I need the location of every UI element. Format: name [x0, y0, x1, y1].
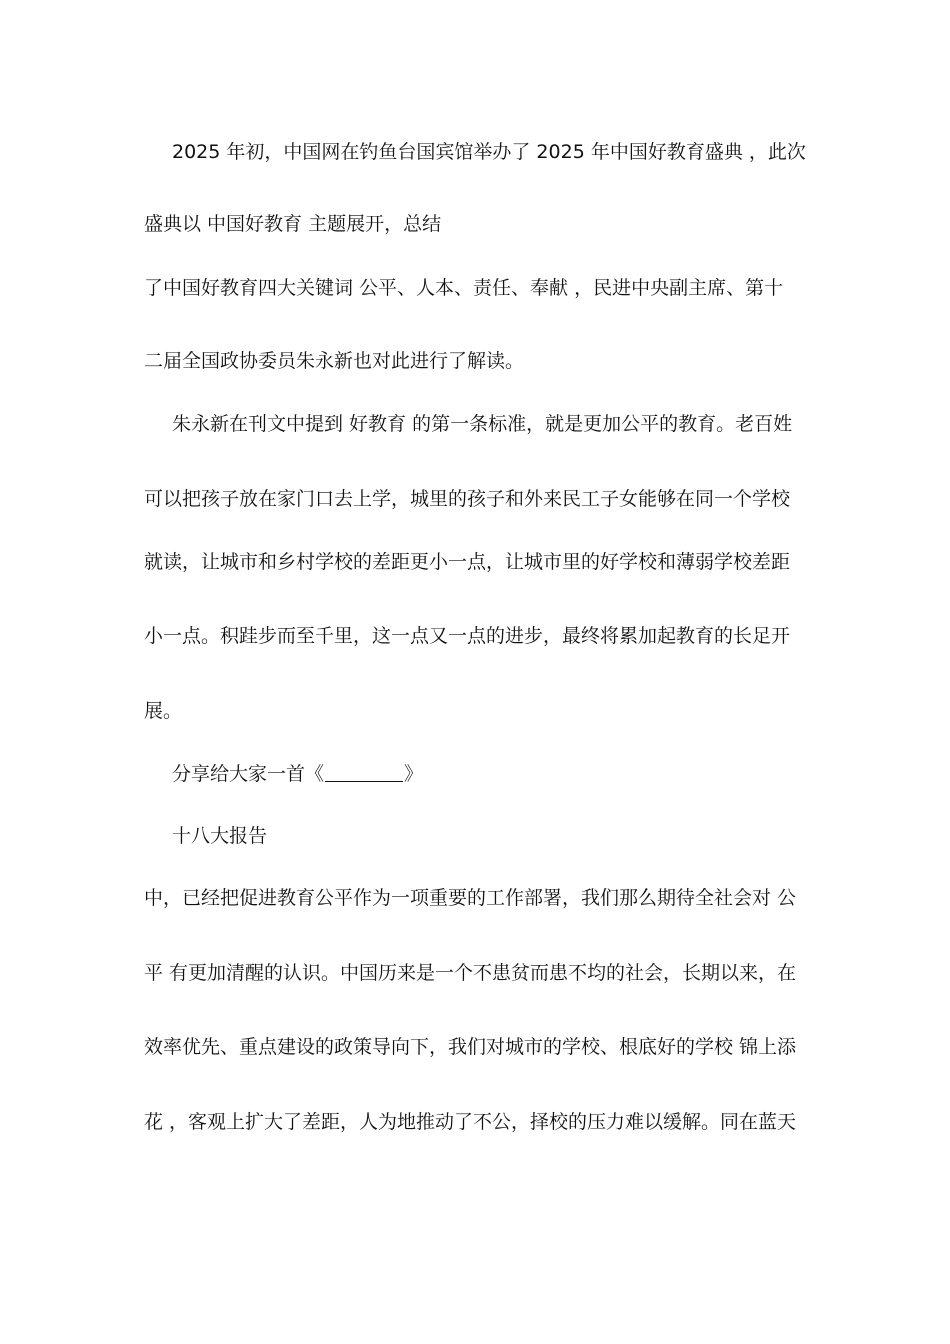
section-heading: 十八大报告: [172, 825, 268, 847]
blank-underline: [325, 763, 403, 782]
paragraph-line: 花 ，客观上扩大了差距，人为地推动了不公，择校的压力难以缓解。同在蓝天: [144, 1111, 797, 1133]
paragraph-line: 小一点。积跬步而至千里，这一点又一点的进步，最终将累加起教育的长足开: [144, 625, 791, 647]
paragraph-line: 中，已经把促进教育公平作为一项重要的工作部署，我们那么期待全社会对 公: [144, 887, 797, 909]
paragraph-line: 盛典以 中国好教育 主题展开，总结: [144, 213, 442, 235]
paragraph-line: 2025 年初，中国网在钓鱼台国宾馆举办了 2025 年中国好教育盛典 ，此次: [172, 141, 806, 163]
paragraph-line: 平 有更加清醒的认识。中国历来是一个不患贫而患不均的社会，长期以来，在: [144, 962, 797, 984]
paragraph-line: 二届全国政协委员朱永新也对此进行了解读。: [144, 350, 525, 372]
paragraph-line: 朱永新在刊文中提到 好教育 的第一条标准，就是更加公平的教育。老百姓: [172, 413, 793, 435]
share-suffix: 》: [404, 763, 424, 785]
share-line: [172, 760, 842, 788]
paragraph-line: 效率优先、重点建设的政策导向下，我们对城市的学校、根底好的学校 锦上添: [144, 1036, 797, 1058]
paragraph-line: 可以把孩子放在家门口去上学，城里的孩子和外来民工子女能够在同一个学校: [144, 488, 791, 510]
paragraph-line: 展。: [144, 700, 183, 722]
paragraph-line: 了中国好教育四大关键词 公平、人本、责任、奉献 ，民进中央副主席、第十: [144, 277, 784, 299]
paragraph-line: 就读，让城市和乡村学校的差距更小一点，让城市里的好学校和薄弱学校差距: [144, 551, 791, 573]
share-prefix: 分享给大家一首《: [172, 763, 325, 785]
